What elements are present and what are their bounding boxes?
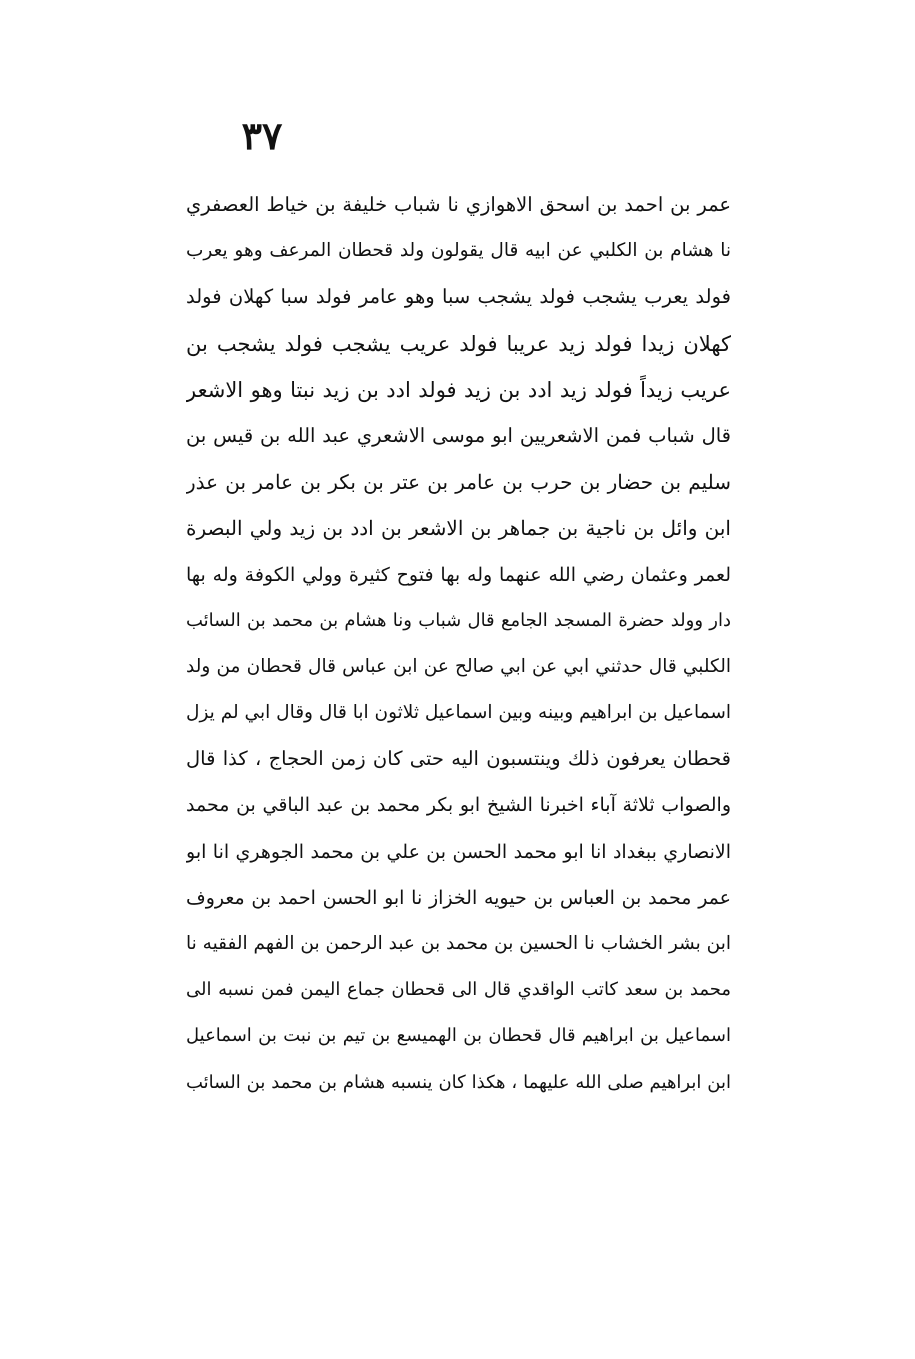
text-line: لعمر وعثمان رضي الله عنهما وله بها فتوح كثيرة وولي الكوفة وله بها xyxy=(186,563,731,586)
text-line: سليم بن حضار بن حرب بن عامر بن عتر بن بكر بن عامر بن عذر xyxy=(186,470,731,495)
text-line: اسماعيل بن ابراهيم قال قحطان بن الهميسع بن تيم بن نبت بن اسماعيل xyxy=(186,1025,731,1047)
text-line: فولد يعرب يشجب فولد يشجب سبا وهو عامر فولد سبا كهلان فولد xyxy=(186,285,731,309)
text-line: عمر بن احمد بن اسحق الاهوازي نا شباب خليفة بن خياط العصفري xyxy=(186,193,731,216)
text-line: ابن بشر الخشاب نا الحسين بن محمد بن عبد الرحمن بن الفهم الفقيه نا xyxy=(186,933,731,954)
text-line: عمر محمد بن العباس بن حيويه الخزاز نا ابو الحسن احمد بن معروف xyxy=(186,886,731,909)
text-line: الكلبي قال حدثني ابي عن ابي صالح عن ابن عباس قال قحطان من ولد xyxy=(186,655,731,677)
text-line: قحطان يعرفون ذلك وينتسبون اليه حتى كان زمن الحجاج ، كذا قال xyxy=(186,747,731,771)
text-line: عريب زيداً فولد زيد ادد بن زيد فولد ادد بن زيد نبتا وهو الاشعر xyxy=(186,377,731,402)
body-text xyxy=(186,182,731,1106)
text-line: دار وولد حضرة المسجد الجامع قال شباب ونا هشام بن محمد بن السائب xyxy=(186,609,731,631)
text-line: ابن ابراهيم صلى الله عليهما ، هكذا كان ينسبه هشام بن محمد بن السائب xyxy=(186,1071,731,1093)
text-line: الانصاري ببغداد انا ابو محمد الحسن بن علي بن محمد الجوهري انا ابو xyxy=(186,840,731,863)
text-line: قال شباب فمن الاشعريين ابو موسى الاشعري عبد الله بن قيس بن xyxy=(186,423,731,447)
text-line: اسماعيل بن ابراهيم وبينه وبين اسماعيل ثلاثون ابا قال وقال ابي لم يزل xyxy=(186,702,731,724)
page-number: ٣٧ xyxy=(241,113,283,158)
text-line: كهلان زيدا فولد زيد عريبا فولد عريب يشجب فولد يشجب بن xyxy=(186,331,731,356)
text-line: ابن وائل بن ناجية بن جماهر بن الاشعر بن ادد بن زيد ولي البصرة xyxy=(186,516,731,541)
text-line: نا هشام بن الكلبي عن ابيه قال يقولون ولد قحطان المرعف وهو يعرب xyxy=(186,240,731,262)
text-line: محمد بن سعد كاتب الواقدي قال الى قحطان جماع اليمن فمن نسبه الى xyxy=(186,979,731,1001)
text-line: والصواب ثلاثة آباء اخبرنا الشيخ ابو بكر محمد بن عبد الباقي بن محمد xyxy=(186,794,731,817)
